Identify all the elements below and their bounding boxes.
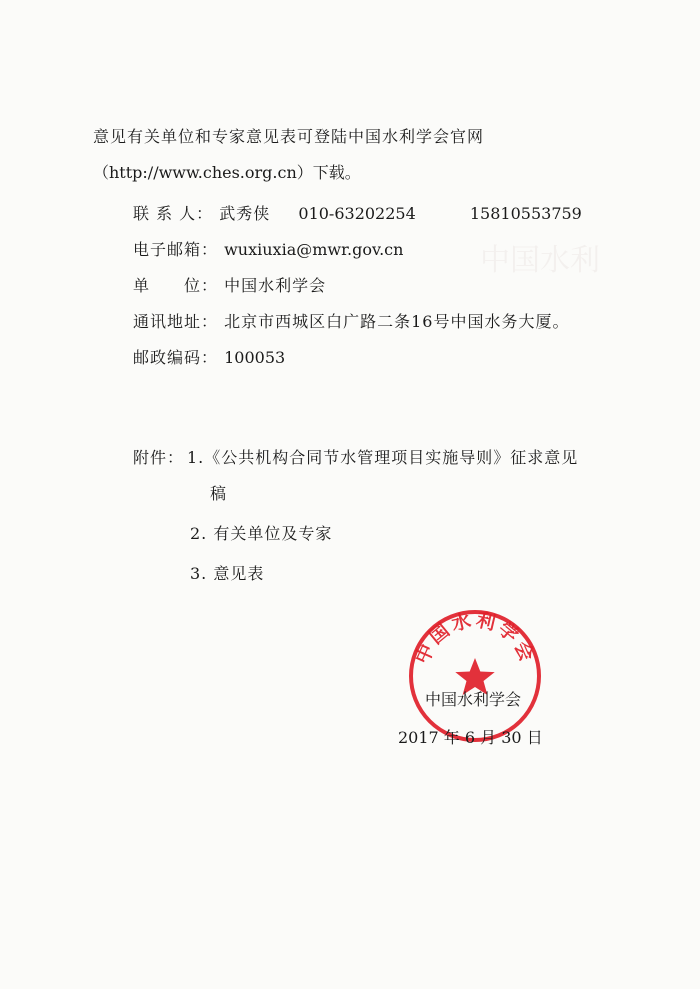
postcode-label: 邮政编码：	[133, 348, 219, 367]
bleed-through-text: 中国水利	[480, 243, 600, 278]
attachment-item-2: 2. 有关单位及专家	[190, 524, 333, 543]
para1-line2: （http://www.ches.org.cn）下载。	[93, 163, 361, 182]
contact-label: 联 系 人：	[133, 204, 214, 223]
contact-phone2: 15810553759	[469, 204, 582, 223]
seal-text: 中国水利学会	[411, 609, 539, 668]
contact-row	[133, 204, 582, 224]
attachment-item-3: 3. 意见表	[190, 564, 265, 583]
unit-row	[133, 276, 326, 296]
address-label: 通讯地址：	[133, 312, 219, 331]
para1-line1: 意见有关单位和专家意见表可登陆中国水利学会官网	[93, 127, 485, 146]
contact-phone1: 010-63202254	[298, 204, 416, 223]
email-value: wuxiuxia@mwr.gov.cn	[224, 240, 404, 259]
attachment-item-1: 1.《公共机构合同节水管理项目实施导则》征求意见	[187, 448, 579, 467]
unit-value: 中国水利学会	[224, 276, 327, 295]
postcode-value: 100053	[224, 348, 286, 367]
signature-org: 中国水利学会	[425, 690, 522, 709]
email-row	[133, 240, 403, 260]
official-seal	[405, 606, 545, 746]
contact-name: 武秀侠	[219, 204, 271, 223]
postcode-row	[133, 348, 285, 368]
signature-date: 2017 年 6 月 30 日	[398, 728, 543, 747]
address-value: 北京市西城区白广路二条16号中国水务大厦。	[224, 312, 570, 331]
attachment-item-1-cont: 稿	[210, 484, 228, 503]
unit-label: 单 位：	[133, 276, 219, 295]
address-row	[133, 312, 569, 332]
email-label: 电子邮箱：	[133, 240, 219, 259]
attachments-label: 附件：	[133, 448, 185, 467]
